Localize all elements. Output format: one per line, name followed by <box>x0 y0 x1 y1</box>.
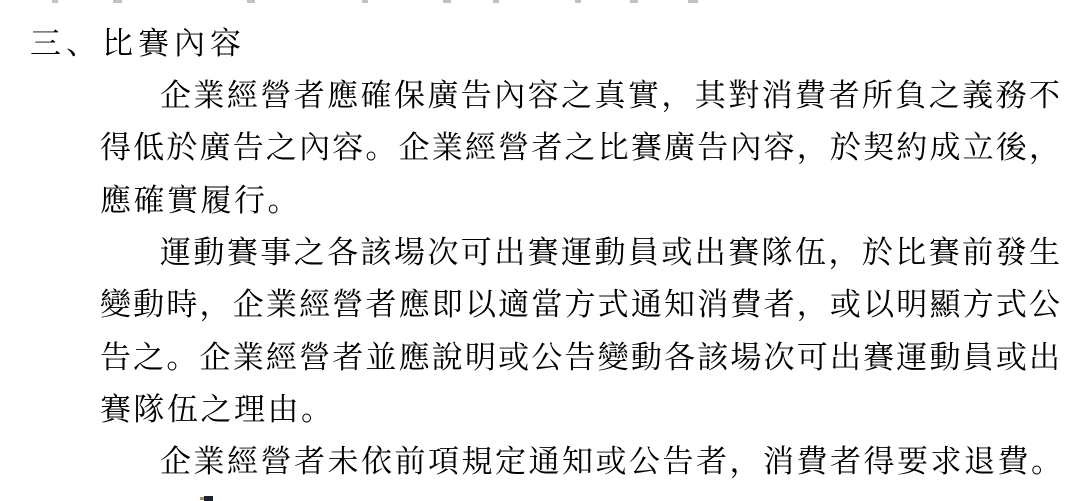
body-line: 賽隊伍之理由。 <box>100 392 335 427</box>
cutoff-text-fragment-top <box>630 0 638 3</box>
cutoff-text-fragment-top <box>688 0 698 3</box>
body-line: 企業經營者應確保廣告內容之真實，其對消費者所負之義務不 <box>160 78 1060 113</box>
body-line: 運動賽事之各該場次可出賽運動員或出賽隊伍，於比賽前發生 <box>160 235 1060 270</box>
section-heading: 三、比賽內容 <box>30 26 246 61</box>
cutoff-text-fragment-top <box>362 0 368 3</box>
cutoff-text-fragment-top <box>575 0 581 3</box>
cutoff-text-fragment-top <box>247 0 255 3</box>
body-line: 告之。企業經營者並應說明或公告變動各該場次可出賽運動員或出 <box>100 340 1060 375</box>
cutoff-text-fragment-top <box>113 0 122 3</box>
body-line: 應確實履行。 <box>100 183 301 218</box>
cutoff-text-fragment-top <box>443 0 451 3</box>
body-line: 企業經營者未依前項規定通知或公告者，消費者得要求退費。 <box>160 444 1065 479</box>
cutoff-text-fragment-top <box>52 0 58 3</box>
body-line: 得低於廣告之內容。企業經營者之比賽廣告內容，於契約成立後， <box>100 130 1060 165</box>
cutoff-text-fragment-bottom <box>204 496 213 501</box>
cutoff-text-fragment-top <box>493 0 499 3</box>
body-line: 變動時，企業經營者應即以適當方式通知消費者，或以明顯方式公 <box>100 287 1060 322</box>
